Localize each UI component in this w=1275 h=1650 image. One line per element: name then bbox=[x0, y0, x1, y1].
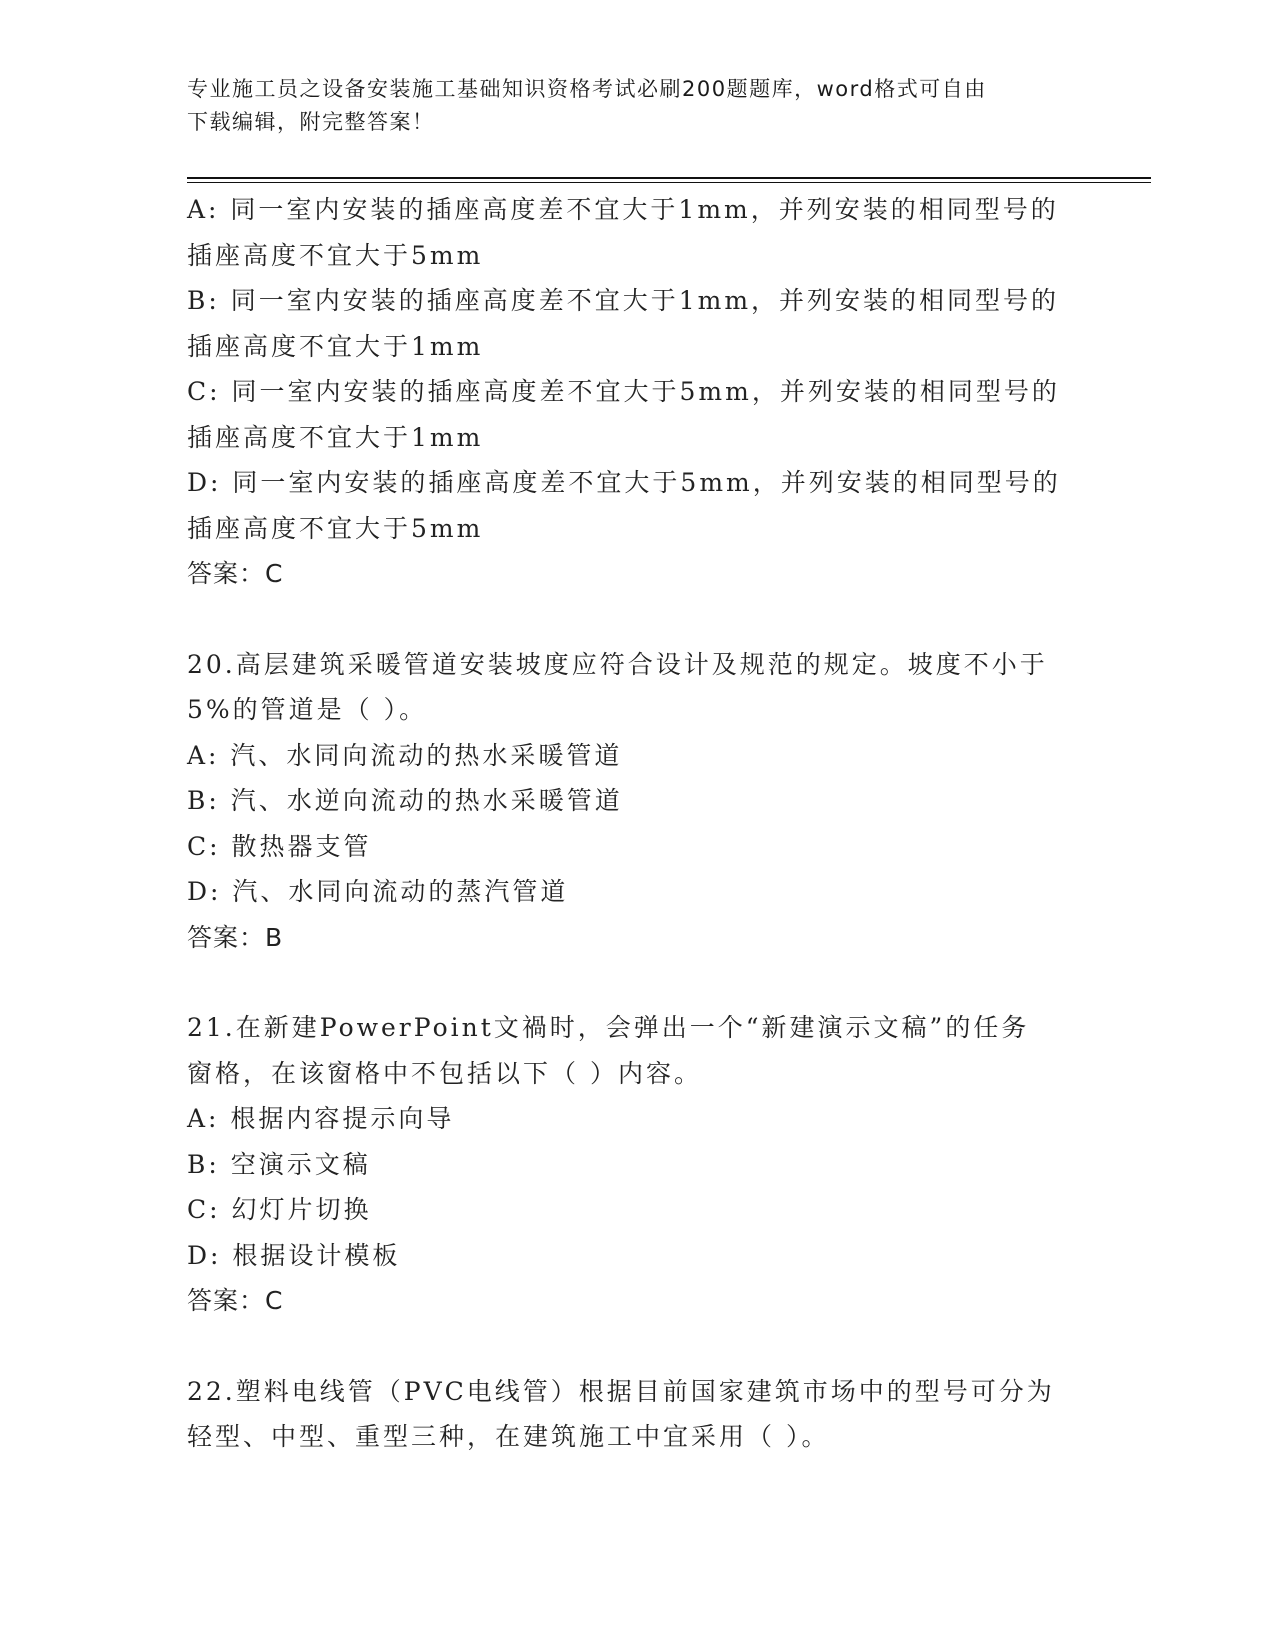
document-header bbox=[187, 73, 1067, 139]
q19-option-c-line-1: C: 同一室内安装的插座高度差不宜大于5mm，并列安装的相同型号的 bbox=[187, 377, 1060, 406]
spacer bbox=[187, 1324, 1087, 1369]
question-19-block bbox=[187, 187, 1087, 597]
q20-stem-line-2: 5%的管道是（ ）。 bbox=[187, 695, 428, 724]
question-content bbox=[187, 187, 1087, 1460]
q21-stem-line-1: 21.在新建PowerPoint文禍时，会弹出一个“新建演示文稿”的任务 bbox=[187, 1013, 1030, 1042]
q20-option-d: D: 汽、水同向流动的蒸汽管道 bbox=[187, 877, 569, 906]
header-line-2: 下载编辑，附完整答案！ bbox=[187, 110, 435, 134]
q21-option-c: C: 幻灯片切换 bbox=[187, 1195, 372, 1224]
q19-option-b-line-2: 插座高度不宜大于1mm bbox=[187, 331, 484, 361]
header-line-1: 专业施工员之设备安装施工基础知识资格考试必刷200题题库，word格式可自由 bbox=[187, 77, 987, 101]
q20-stem-line-1: 20.高层建筑采暖管道安装坡度应符合设计及规范的规定。坡度不小于 bbox=[187, 649, 1048, 679]
q20-option-b: B: 汽、水逆向流动的热水采暖管道 bbox=[187, 786, 623, 815]
q20-option-c: C: 散热器支管 bbox=[187, 831, 372, 861]
spacer bbox=[187, 960, 1087, 1005]
q19-option-d-line-2: 插座高度不宜大于5mm bbox=[187, 513, 484, 543]
q19-option-d-line-1: D: 同一室内安装的插座高度差不宜大于5mm，并列安装的相同型号的 bbox=[187, 468, 1061, 497]
q19-option-c-line-2: 插座高度不宜大于1mm bbox=[187, 422, 484, 452]
q21-option-d: D: 根据设计模板 bbox=[187, 1240, 401, 1270]
q22-stem-line-2: 轻型、中型、重型三种，在建筑施工中宜采用（ ）。 bbox=[187, 1422, 830, 1451]
q19-option-a-line-2: 插座高度不宜大于5mm bbox=[187, 240, 484, 270]
q21-option-b: B: 空演示文稿 bbox=[187, 1149, 371, 1179]
question-22-block bbox=[187, 1369, 1087, 1460]
header-divider-thin bbox=[187, 182, 1151, 183]
spacer bbox=[187, 597, 1087, 642]
q19-option-b-line-1: B: 同一室内安装的插座高度差不宜大于1mm，并列安装的相同型号的 bbox=[187, 286, 1060, 315]
question-20-block bbox=[187, 642, 1087, 961]
question-21-block bbox=[187, 1005, 1087, 1324]
q19-option-a-line-1: A: 同一室内安装的插座高度差不宜大于1mm，并列安装的相同型号的 bbox=[187, 195, 1059, 224]
q20-option-a: A: 汽、水同向流动的热水采暖管道 bbox=[187, 740, 623, 770]
q21-answer: 答案：C bbox=[187, 1286, 284, 1315]
q22-stem-line-1: 22.塑料电线管（PVC电线管）根据目前国家建筑市场中的型号可分为 bbox=[187, 1376, 1055, 1406]
q19-answer: 答案：C bbox=[187, 559, 284, 588]
q20-answer: 答案：B bbox=[187, 922, 284, 952]
q21-stem-line-2: 窗格，在该窗格中不包括以下（ ）内容。 bbox=[187, 1058, 702, 1088]
q21-option-a: A: 根据内容提示向导 bbox=[187, 1104, 455, 1133]
header-divider-thick bbox=[187, 177, 1151, 179]
